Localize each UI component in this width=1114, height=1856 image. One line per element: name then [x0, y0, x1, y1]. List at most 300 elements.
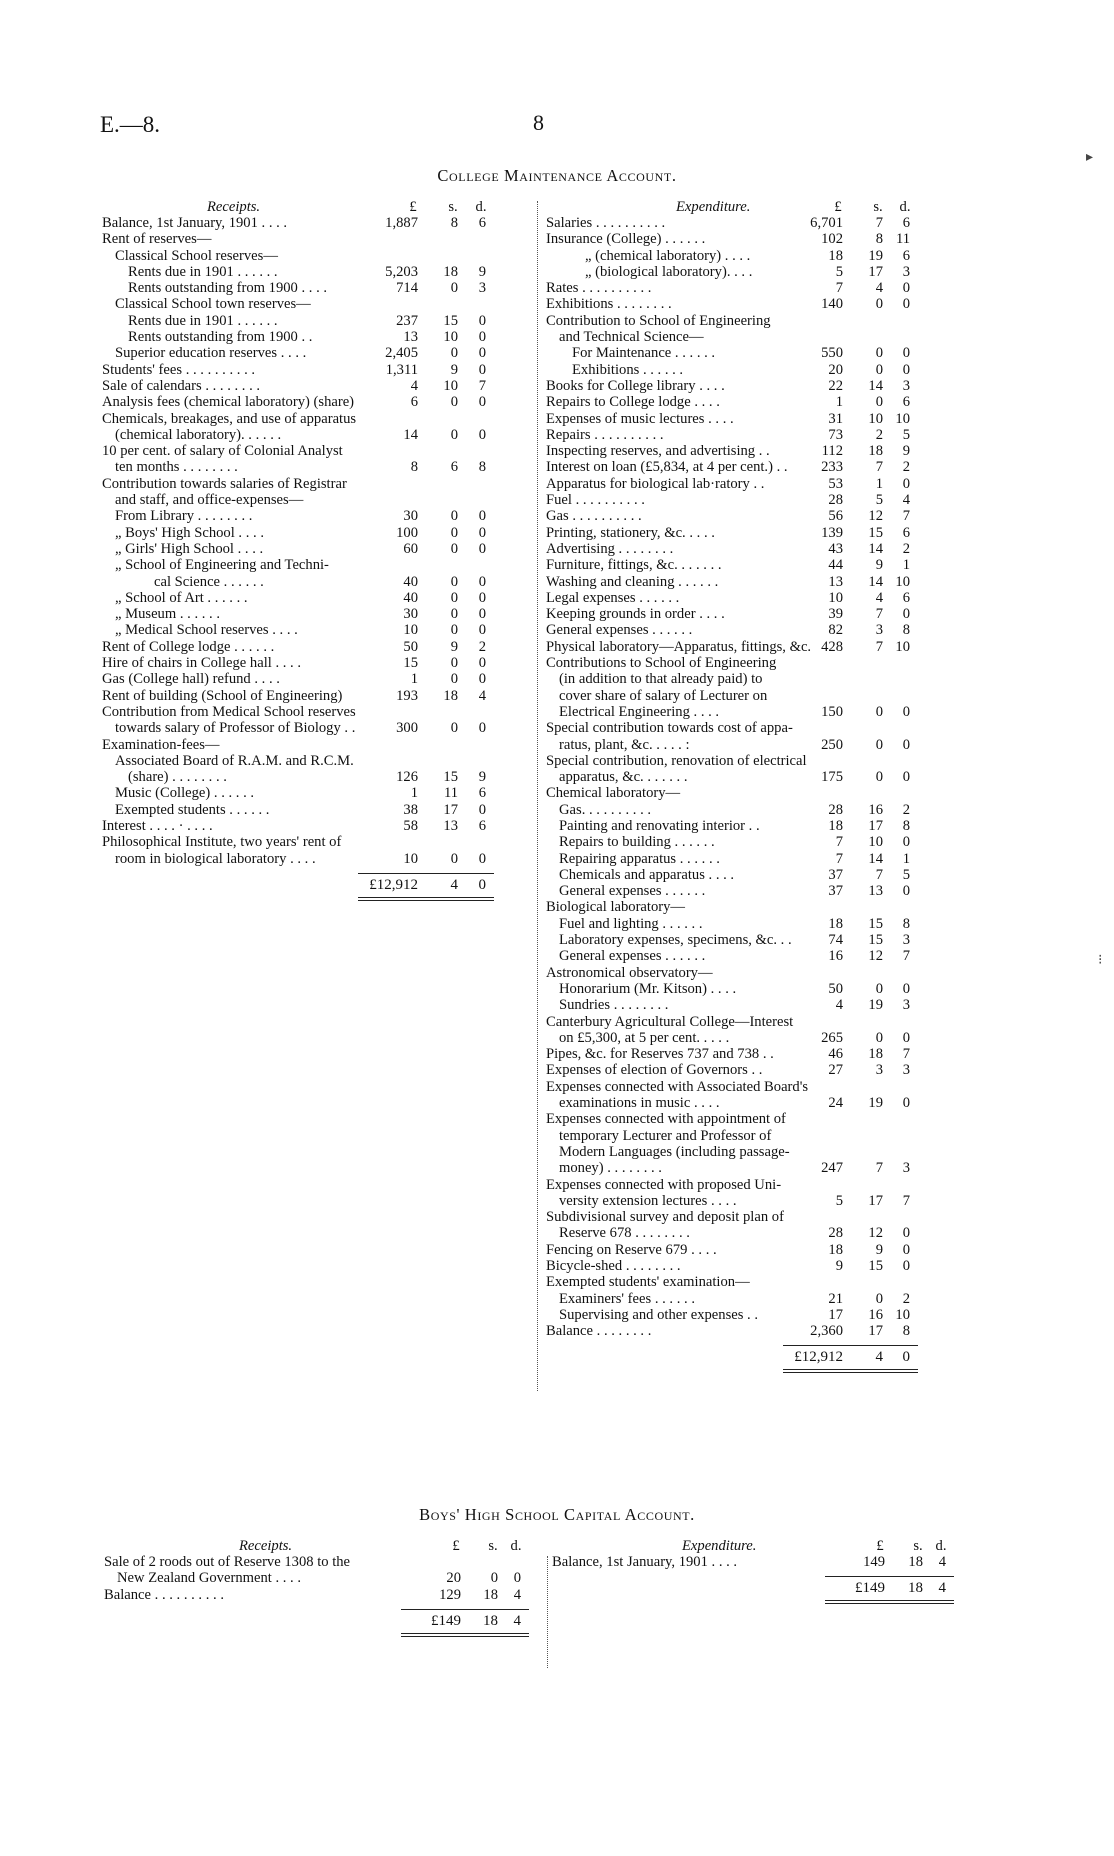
pence-value: 8 — [902, 915, 910, 932]
pence-value: 0 — [902, 606, 910, 623]
pence-value: 0 — [902, 1029, 910, 1046]
shillings-value: 14 — [868, 850, 883, 867]
row-label: Advertising . . . . . . . . — [546, 540, 674, 557]
shillings-value: 15 — [443, 312, 458, 329]
table-row — [546, 1291, 986, 1307]
shillings-value: 18 — [483, 1586, 498, 1603]
row-label: Balance, 1st January, 1901 . . . . — [552, 1554, 738, 1570]
pence-value: 0 — [902, 883, 910, 900]
row-label: Electrical Engineering . . . . — [559, 703, 720, 720]
pounds-value: 9 — [835, 1258, 843, 1274]
row-label: cal Science . . . . . . — [154, 573, 264, 590]
pounds-value: 250 — [821, 736, 843, 753]
shillings-value: 0 — [450, 394, 458, 411]
pence-value: 3 — [902, 932, 910, 949]
pounds-value: 4 — [410, 377, 418, 394]
shillings-value: 1 — [875, 475, 883, 492]
shillings-value: 0 — [450, 655, 458, 672]
column-header-row — [546, 199, 986, 215]
pounds-header: £ — [452, 1538, 460, 1554]
pence-value: 10 — [895, 573, 910, 590]
shillings-value: 4 — [875, 589, 883, 606]
row-label: Analysis fees (chemical laboratory) (share) — [102, 394, 355, 411]
pence-value: 3 — [478, 280, 486, 297]
pounds-value: 46 — [828, 1046, 843, 1063]
section-heading: Receipts. — [239, 1538, 293, 1554]
table-row — [546, 720, 986, 736]
total-pounds: £149 — [855, 1580, 885, 1597]
table-row — [546, 981, 986, 997]
pence-value: 11 — [895, 231, 910, 248]
shillings-value: 4 — [875, 280, 883, 297]
pence-value: 8 — [902, 622, 910, 639]
table-row — [546, 785, 986, 801]
total-double-rule — [783, 1369, 918, 1373]
total-shillings: 18 — [483, 1612, 498, 1629]
pence-value: 1 — [902, 850, 910, 867]
table-row — [102, 492, 532, 508]
row-label: Music (College) . . . . . . — [115, 785, 255, 802]
pounds-value: 31 — [828, 410, 843, 427]
row-label: and Technical Science— — [559, 329, 704, 346]
pounds-value: 10 — [828, 589, 843, 606]
shillings-value: 19 — [868, 1095, 883, 1112]
row-label: Interest . . . . · . . . . — [102, 817, 213, 834]
table-row — [546, 1046, 986, 1062]
table-row — [546, 1062, 986, 1078]
pounds-value: 129 — [439, 1586, 461, 1603]
shillings-value: 2 — [875, 426, 883, 443]
college-receipts-table — [102, 199, 532, 901]
pounds-value: 5 — [835, 263, 843, 280]
row-label: Chemical laboratory— — [546, 785, 681, 802]
pence-value: 0 — [478, 508, 486, 525]
pounds-value: 13 — [403, 329, 418, 346]
row-label: on £5,300, at 5 per cent. . . . . — [559, 1029, 730, 1046]
table-row — [546, 590, 986, 606]
row-label: Expenses connected with appointment of — [546, 1111, 786, 1128]
pence-value: 10 — [895, 638, 910, 655]
pounds-value: 2,405 — [385, 345, 418, 362]
total-rule — [825, 1576, 954, 1577]
pounds-value: 18 — [828, 247, 843, 264]
row-label: New Zealand Government . . . . — [117, 1570, 301, 1587]
table-row — [546, 525, 986, 541]
total-pence: 4 — [938, 1580, 946, 1597]
pounds-value: 50 — [828, 980, 843, 997]
row-label: Keeping grounds in order . . . . — [546, 606, 725, 623]
table-row — [546, 459, 986, 475]
row-label: Repairing apparatus . . . . . . — [559, 850, 720, 867]
row-label: Special contribution towards cost of appa- — [546, 720, 793, 737]
table-row — [102, 345, 532, 361]
row-label: „ School of Art . . . . . . — [115, 589, 248, 606]
shillings-value: 14 — [868, 540, 883, 557]
table-row — [102, 525, 532, 541]
total-row — [102, 877, 532, 901]
table-row — [102, 231, 532, 247]
pence-value: 0 — [902, 736, 910, 753]
pounds-value: 14 — [403, 426, 418, 443]
pence-value: 2 — [478, 638, 486, 655]
pounds-value: 237 — [396, 312, 418, 329]
pounds-value: 38 — [403, 801, 418, 818]
table-row — [102, 704, 532, 720]
table-row — [546, 883, 986, 899]
row-label: Laboratory expenses, specimens, &c. . . — [559, 932, 792, 949]
column-header-row — [104, 1538, 534, 1554]
row-label: „ Medical School reserves . . . . — [115, 622, 298, 639]
pence-value: 7 — [902, 508, 910, 525]
shillings-value: 15 — [868, 915, 883, 932]
pence-value: 0 — [902, 1225, 910, 1242]
pounds-value: 112 — [821, 443, 843, 460]
table-row — [102, 313, 532, 329]
shillings-value: 17 — [443, 801, 458, 818]
boys-receipts-table — [104, 1538, 534, 1637]
total-shillings: 4 — [450, 876, 458, 893]
table-row — [546, 1160, 986, 1176]
pence-value: 0 — [478, 345, 486, 362]
pounds-value: 60 — [403, 540, 418, 557]
table-row — [546, 1111, 986, 1127]
column-header-row — [552, 1538, 992, 1554]
table-row — [546, 508, 986, 524]
pounds-value: 18 — [828, 1241, 843, 1258]
section-heading: Expenditure. — [682, 1538, 757, 1554]
table-row — [546, 313, 986, 329]
row-label: Gas (College hall) refund . . . . — [102, 671, 280, 688]
table-row — [102, 411, 532, 427]
total-pence: 0 — [902, 1349, 910, 1366]
pounds-value: 1 — [835, 394, 843, 411]
row-label: Students' fees . . . . . . . . . . — [102, 361, 256, 378]
table-row — [102, 280, 532, 296]
table-row — [546, 899, 986, 915]
pence-value: 10 — [895, 410, 910, 427]
shillings-value: 0 — [875, 361, 883, 378]
table-row — [546, 411, 986, 427]
pounds-value: 28 — [828, 801, 843, 818]
shillings-value: 17 — [868, 1323, 883, 1340]
pence-value: 0 — [902, 703, 910, 720]
table-row — [546, 688, 986, 704]
shillings-value: 10 — [868, 410, 883, 427]
table-row — [102, 541, 532, 557]
pence-value: 0 — [513, 1570, 521, 1587]
table-row — [546, 248, 986, 264]
table-row — [104, 1554, 534, 1570]
section-heading: Receipts. — [207, 199, 261, 215]
pence-value: 6 — [478, 215, 486, 231]
shillings-value: 18 — [443, 263, 458, 280]
pence-header: d. — [510, 1538, 522, 1554]
table-row — [546, 1323, 986, 1339]
pence-value: 6 — [902, 524, 910, 541]
pounds-value: 100 — [396, 524, 418, 541]
row-label: money) . . . . . . . . — [559, 1160, 662, 1177]
shillings-value: 7 — [875, 638, 883, 655]
row-label: Furniture, fittings, &c. . . . . . . — [546, 557, 722, 574]
pence-value: 2 — [902, 801, 910, 818]
table-row — [546, 1095, 986, 1111]
row-label: Bicycle-shed . . . . . . . . — [546, 1258, 681, 1274]
row-label: Sale of 2 roods out of Reserve 1308 to the — [104, 1554, 351, 1570]
pounds-value: 24 — [828, 1095, 843, 1112]
table-row — [102, 851, 532, 867]
shillings-header: s. — [488, 1538, 498, 1554]
shillings-value: 10 — [868, 834, 883, 851]
pence-value: 0 — [902, 1258, 910, 1274]
table-row — [546, 867, 986, 883]
table-row — [546, 639, 986, 655]
table-row — [546, 280, 986, 296]
pounds-value: 428 — [821, 638, 843, 655]
pence-value: 3 — [902, 997, 910, 1014]
pence-value: 7 — [478, 377, 486, 394]
shillings-value: 0 — [875, 296, 883, 313]
table-row — [102, 296, 532, 312]
shillings-value: 0 — [450, 573, 458, 590]
table-row — [546, 704, 986, 720]
table-row — [546, 1209, 986, 1225]
table-row — [546, 753, 986, 769]
pence-value: 0 — [902, 361, 910, 378]
shillings-value: 19 — [868, 997, 883, 1014]
pence-value: 0 — [478, 622, 486, 639]
table-row — [546, 769, 986, 785]
table-row — [546, 1242, 986, 1258]
total-rule — [783, 1345, 918, 1346]
pounds-value: 13 — [828, 573, 843, 590]
pence-value: 8 — [478, 459, 486, 476]
row-label: Expenses of music lectures . . . . — [546, 410, 734, 427]
row-label: Classical School town reserves— — [115, 296, 311, 313]
pounds-value: 58 — [403, 817, 418, 834]
row-label: Reserve 678 . . . . . . . . — [559, 1225, 690, 1242]
table-row — [546, 1307, 986, 1323]
pence-value: 6 — [902, 394, 910, 411]
pence-value: 5 — [902, 866, 910, 883]
pence-value: 0 — [478, 394, 486, 411]
pounds-value: 56 — [828, 508, 843, 525]
shillings-value: 13 — [868, 883, 883, 900]
table-row — [546, 1030, 986, 1046]
row-label: Exempted students' examination— — [546, 1274, 750, 1291]
pence-header: d. — [935, 1538, 947, 1554]
table-row — [102, 248, 532, 264]
pounds-value: 6,701 — [810, 215, 843, 231]
pounds-value: 39 — [828, 606, 843, 623]
shillings-value: 9 — [450, 361, 458, 378]
pounds-value: 44 — [828, 557, 843, 574]
pence-value: 3 — [902, 1062, 910, 1079]
row-label: Superior education reserves . . . . — [115, 345, 307, 362]
row-label: towards salary of Professor of Biology . . — [115, 720, 356, 737]
shillings-value: 7 — [875, 459, 883, 476]
row-label: „ (chemical laboratory) . . . . — [585, 247, 751, 264]
table-row — [102, 590, 532, 606]
shillings-value: 7 — [875, 866, 883, 883]
row-label: (chemical laboratory). . . . . . — [115, 426, 282, 443]
table-row — [546, 427, 986, 443]
row-label: Rents outstanding from 1900 . . — [128, 329, 313, 346]
pounds-value: 21 — [828, 1290, 843, 1307]
pounds-value: 150 — [821, 703, 843, 720]
row-label: Examination-fees— — [102, 736, 220, 753]
pounds-value: 233 — [821, 459, 843, 476]
college-account-title: College Maintenance Account. — [437, 166, 677, 185]
shillings-value: 8 — [875, 231, 883, 248]
pounds-value: 73 — [828, 426, 843, 443]
pence-value: 0 — [478, 720, 486, 737]
row-label: Hire of chairs in College hall . . . . — [102, 655, 301, 672]
shillings-value: 0 — [875, 1029, 883, 1046]
row-label: Special contribution, renovation of electrical — [546, 752, 807, 769]
row-label: cover share of salary of Lecturer on — [559, 687, 768, 704]
table-row — [104, 1587, 534, 1603]
pence-value: 0 — [478, 589, 486, 606]
table-row — [546, 818, 986, 834]
pence-value: 7 — [902, 1192, 910, 1209]
margin-mark: ▸ — [1086, 150, 1094, 165]
table-row — [546, 671, 986, 687]
pounds-value: 53 — [828, 475, 843, 492]
column-header-row — [102, 199, 532, 215]
row-label: Rents due in 1901 . . . . . . — [128, 263, 278, 280]
pounds-value: 1 — [410, 785, 418, 802]
pence-value: 0 — [478, 671, 486, 688]
shillings-value: 14 — [868, 377, 883, 394]
shillings-value: 10 — [443, 329, 458, 346]
table-row — [102, 622, 532, 638]
shillings-value: 18 — [443, 687, 458, 704]
shillings-value: 11 — [443, 785, 458, 802]
pence-value: 6 — [902, 589, 910, 606]
pounds-value: 7 — [835, 834, 843, 851]
row-label: versity extension lectures . . . . — [559, 1192, 737, 1209]
total-double-rule — [358, 897, 494, 901]
pence-value: 0 — [902, 296, 910, 313]
table-row — [546, 394, 986, 410]
pounds-header: £ — [876, 1538, 884, 1554]
table-row — [546, 1258, 986, 1274]
table-row — [546, 215, 986, 231]
pounds-value: 7 — [835, 850, 843, 867]
pounds-value: 10 — [403, 850, 418, 867]
table-row — [102, 753, 532, 769]
pence-value: 2 — [902, 540, 910, 557]
pounds-value: 18 — [828, 915, 843, 932]
table-row — [546, 655, 986, 671]
row-label: examinations in music . . . . — [559, 1095, 720, 1112]
row-label: Washing and cleaning . . . . . . — [546, 573, 719, 590]
shillings-value: 0 — [450, 426, 458, 443]
table-row — [102, 476, 532, 492]
row-label: „ Museum . . . . . . — [115, 606, 220, 623]
row-label: Balance, 1st January, 1901 . . . . — [102, 215, 288, 231]
shillings-value: 0 — [875, 345, 883, 362]
boys-account-title: Boys' High School Capital Account. — [419, 1505, 695, 1524]
table-row — [546, 965, 986, 981]
row-label: Contribution towards salaries of Registrar — [102, 475, 347, 492]
row-label: Canterbury Agricultural College—Interest — [546, 1013, 794, 1030]
shillings-header: s. — [448, 199, 458, 215]
pence-value: 8 — [902, 817, 910, 834]
table-row — [102, 834, 532, 850]
table-row — [102, 606, 532, 622]
shillings-value: 0 — [450, 524, 458, 541]
table-row — [102, 362, 532, 378]
row-label: Chemicals and apparatus . . . . — [559, 866, 735, 883]
shillings-value: 7 — [875, 215, 883, 231]
pounds-value: 300 — [396, 720, 418, 737]
table-row — [102, 557, 532, 573]
pence-value: 5 — [902, 426, 910, 443]
pence-value: 6 — [902, 215, 910, 231]
row-label: Books for College library . . . . — [546, 377, 725, 394]
pence-value: 4 — [938, 1554, 946, 1570]
table-row — [546, 802, 986, 818]
table-row — [546, 378, 986, 394]
row-label: „ (biological laboratory). . . . — [585, 263, 753, 280]
row-label: Sale of calendars . . . . . . . . — [102, 377, 261, 394]
row-label: Classical School reserves— — [115, 247, 278, 264]
pence-value: 10 — [895, 1306, 910, 1323]
college-expenditure-table — [546, 199, 986, 1373]
row-label: Expenses of election of Governors . . — [546, 1062, 763, 1079]
shillings-value: 17 — [868, 1192, 883, 1209]
table-row — [102, 785, 532, 801]
row-label: Repairs . . . . . . . . . . — [546, 426, 664, 443]
row-label: Expenses connected with proposed Uni- — [546, 1176, 782, 1193]
pence-value: 2 — [902, 1290, 910, 1307]
pounds-value: 74 — [828, 932, 843, 949]
total-row — [546, 1349, 986, 1373]
shillings-value: 0 — [450, 606, 458, 623]
row-label: Astronomical observatory— — [546, 964, 713, 981]
row-label: Honorarium (Mr. Kitson) . . . . — [559, 980, 737, 997]
table-row — [102, 802, 532, 818]
shillings-value: 0 — [450, 280, 458, 297]
row-label: (in addition to that already paid) to — [559, 671, 763, 688]
table-row — [546, 1225, 986, 1241]
pounds-value: 7 — [835, 280, 843, 297]
pounds-value: 1 — [410, 671, 418, 688]
row-label: „ Girls' High School . . . . — [115, 540, 264, 557]
shillings-value: 18 — [868, 1046, 883, 1063]
shillings-value: 7 — [875, 1160, 883, 1177]
table-row — [546, 606, 986, 622]
pounds-value: 50 — [403, 638, 418, 655]
table-row — [546, 1144, 986, 1160]
pounds-value: 8 — [410, 459, 418, 476]
row-label: General expenses . . . . . . — [546, 622, 693, 639]
pence-value: 3 — [902, 1160, 910, 1177]
row-label: Contributions to School of Engineering — [546, 655, 777, 672]
shillings-value: 15 — [868, 932, 883, 949]
shillings-value: 0 — [490, 1570, 498, 1587]
table-row — [102, 459, 532, 475]
table-row — [102, 443, 532, 459]
pence-value: 6 — [478, 817, 486, 834]
table-row — [546, 492, 986, 508]
pounds-value: 16 — [828, 948, 843, 965]
shillings-value: 0 — [450, 720, 458, 737]
row-label: Painting and renovating interior . . — [559, 817, 760, 834]
table-row — [546, 1128, 986, 1144]
row-label: Balance . . . . . . . . . . — [104, 1586, 224, 1603]
